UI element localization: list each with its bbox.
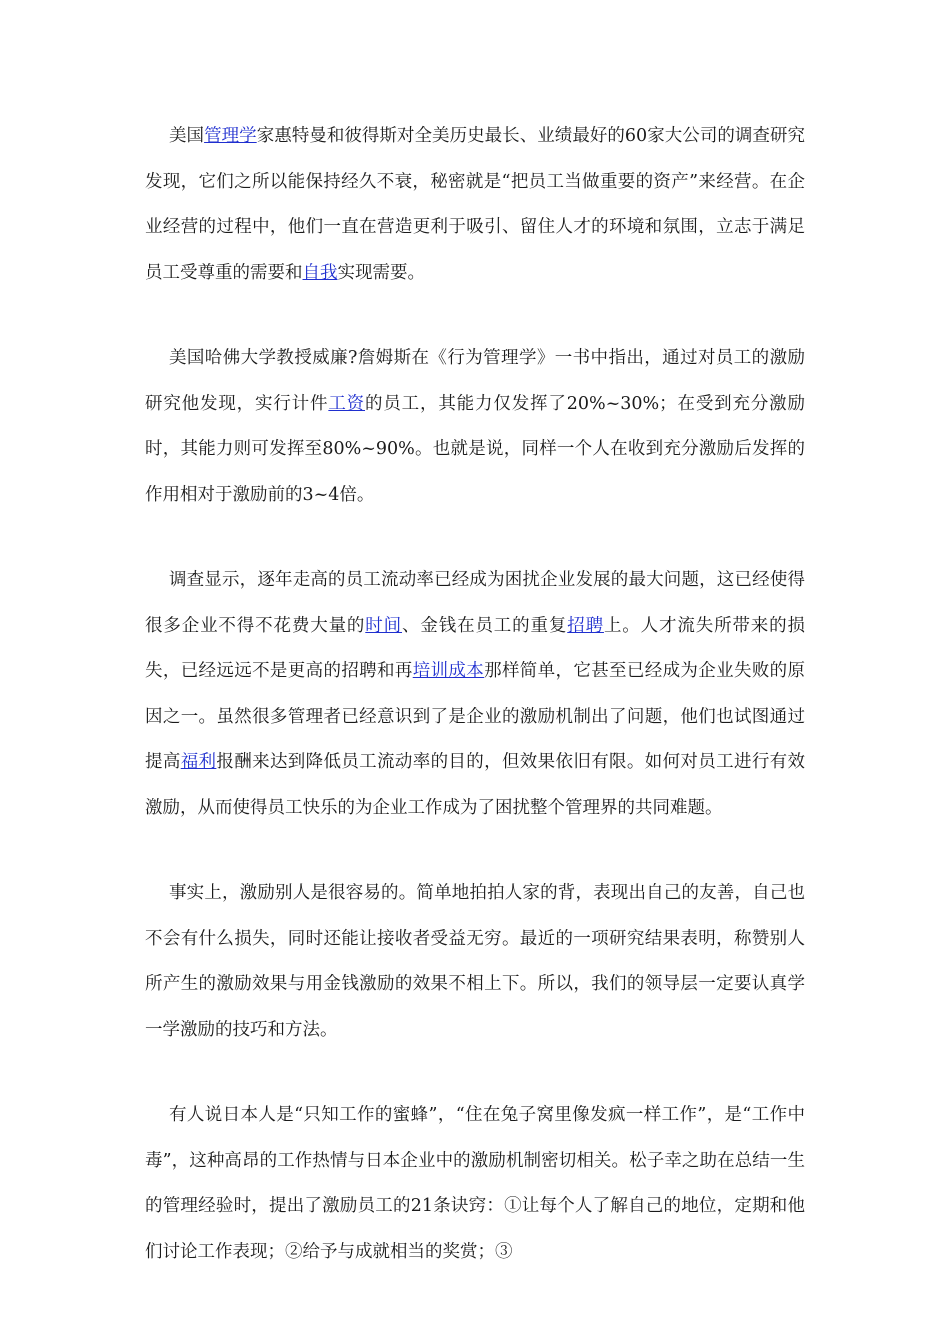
text-run: 美国 [169,126,205,146]
text-run: 调查显示，逐年走高的员工流动率已经成为困扰企业发展的最大问题，这已经使得很多企业不得不花费大量的 [145,570,805,636]
text-run: 那样简单，它甚至已经成为企业失败的原因之一。虽然很多管理者已经意识到了是企业的激励机制出了问题，他们也试图通过提高 [145,661,806,772]
paragraph [145,114,805,296]
link-welfare[interactable]: 福利 [180,752,217,772]
link-self[interactable]: 自我 [302,262,338,283]
text-run: 实现需要。 [337,262,425,283]
text-run: 有人说日本人是“只知工作的蜜蜂”，“住在兔子窝里像发疯一样工作”，是“工作中毒”，这种高昂的工作热情与日本企业中的激励机制密切相关。松子幸之助在总结一生的管理经验时，提出了激励员工的21条诀窍：①让每个人了解自己的地位，定期和他们讨论工作表现；②给予与成就相当的奖赏；③ [145,1105,805,1262]
text-run: 事实上，激励别人是很容易的。简单地拍拍人家的背，表现出自己的友善，自己也不会有什么损失，同时还能让接收者受益无穷。最近的一项研究结果表明，称赞别人所产生的激励效果与用金钱激励的效果不相上下。所以，我们的领导层一定要认真学一学激励的技巧和方法。 [145,883,805,1040]
link-recruitment[interactable]: 招聘 [567,615,604,636]
text-run: 、金钱在员工的重复 [402,615,568,636]
paragraph [145,558,805,831]
link-training-cost[interactable]: 培训成本 [412,661,485,681]
text-run: 上。人才流失所带来的损失，已经远远不是更高的招聘和再 [145,615,806,681]
text-run: 报酬来达到降低员工流动率的目的，但效果依旧有限。如何对员工进行有效激励，从而使得员工快乐的为企业工作成为了困扰整个管理界的共同难题。 [145,752,806,818]
text-run: 家惠特曼和彼得斯对全美历史最长、业绩最好的60家大公司的调查研究发现，它们之所以能保持经久不衰，秘密就是“把员工当做重要的资产”来经营。在企业经营的过程中，他们一直在营造更利于吸引、留住人才的环境和氛围，立志于满足员工受尊重的需要和 [145,126,805,283]
paragraph [145,1093,805,1275]
paragraph [145,336,805,518]
text-run: 的员工，其能力仅发挥了20%~30%；在受到充分激励时，其能力则可发挥至80%~90%。也就是说，同样一个人在收到充分激励后发挥的作用相对于激励前的3~4倍。 [145,393,805,505]
link-time[interactable]: 时间 [365,615,403,636]
link-management[interactable]: 管理学 [204,126,257,146]
link-wages[interactable]: 工资 [328,393,366,414]
paragraph [145,871,805,1053]
document-body [145,114,805,1315]
text-run: 美国哈佛大学教授威廉?詹姆斯在《行为管理学》一书中指出，通过对员工的激励研究他发现，实行计件 [145,348,805,414]
